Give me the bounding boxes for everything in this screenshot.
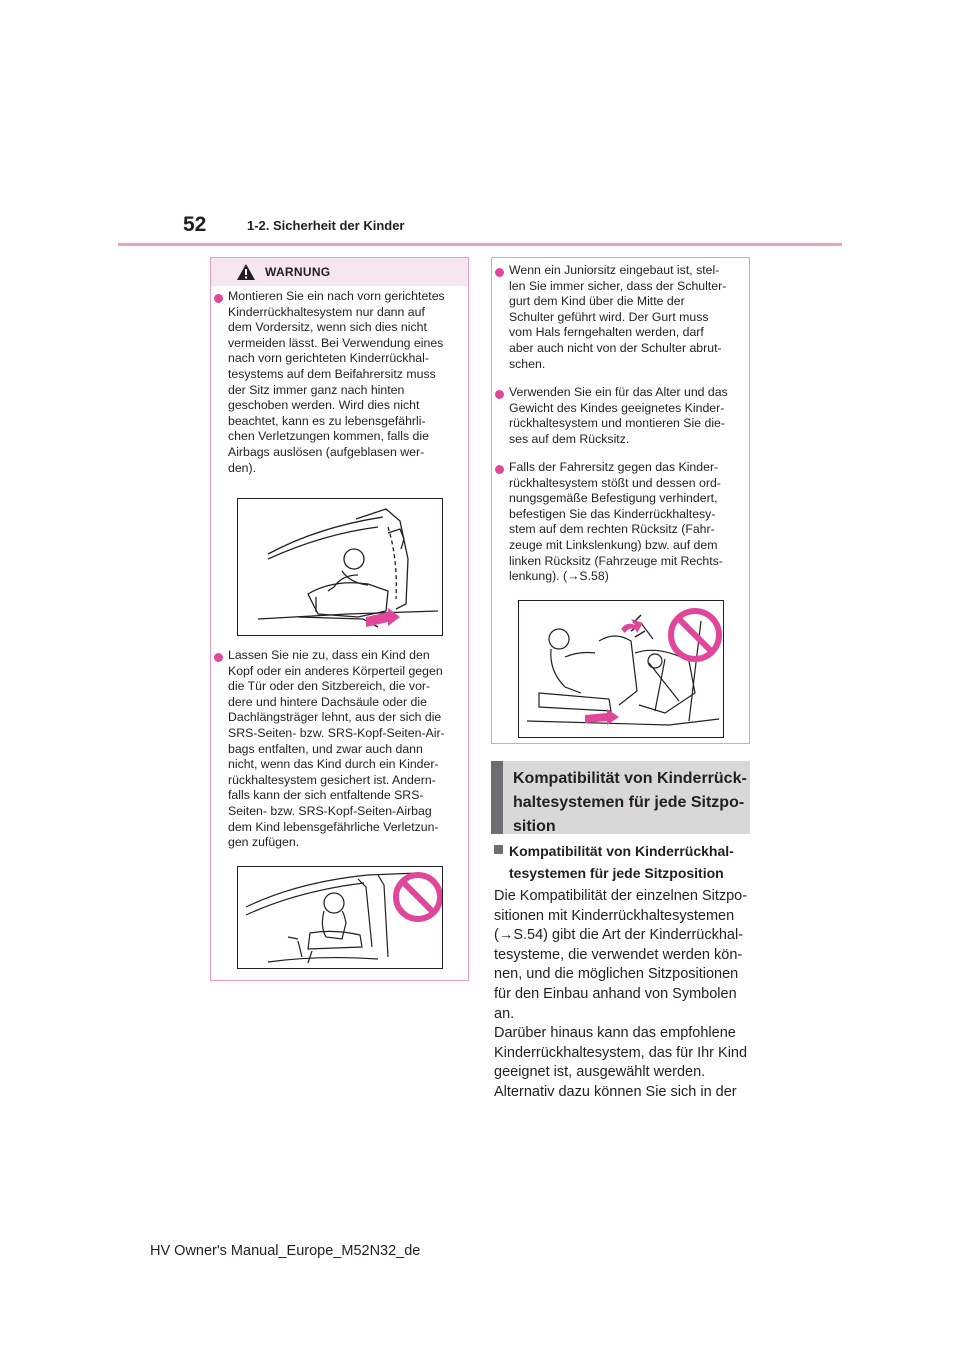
warning-item-driver-seat: Falls der Fahrersitz gegen das Kinder- rückhaltesystem stößt und dessen ord- nungsgemäße Befestigung verhindert, befestigen Sie das Kinderrückhaltesy- stem auf dem rechten Rücksitz (Fahr- zeuge mit Linkslenkung) bzw. auf dem linken Rücksitz (Fahrzeuge mit Rechts- lenkung). (→S.58) <box>509 460 723 584</box>
section-heading: Kompatibilität von Kinderrück- haltesystemen für jede Sitzpo- sition <box>513 770 747 835</box>
driver-seat-collision-illustration <box>519 601 724 738</box>
warning-header <box>211 258 468 286</box>
subsection-heading: Kompatibilität von Kinderrückhal- tesystemen für jede Sitzposition <box>509 843 734 881</box>
warning-item-lean-head: Lassen Sie nie zu, dass ein Kind den Kopf oder ein anderes Körperteil gegen die Tür oder den Sitzbereich, die vor- dere und hintere Dachsäule oder die Dachlängsträger lehnt, aus der sich die SRS-Seiten- bzw. SRS-Kopf-Seiten-Air- bags entfalten, und zwar auch dann nicht, wenn das Kind durch ein Kinder- rückhaltesystem gesichert ist. Andern- falls kann der sich entfaltende SRS- Seiten- bzw. SRS-Kopf-Seiten-Airbag dem Kind lebensgefährliche Verletzun- gen zufügen. <box>228 648 445 850</box>
footer-text: HV Owner's Manual_Europe_M52N32_de <box>150 1243 421 1259</box>
page-number: 52 <box>183 213 207 236</box>
child-seat-front-illustration <box>238 499 443 636</box>
illustration-driver-seat-collision <box>518 600 724 738</box>
section-title: 1-2. Sicherheit der Kinder <box>247 218 405 233</box>
bullet-icon <box>214 653 223 662</box>
header-rule <box>118 243 842 246</box>
warning-box-continued <box>491 257 750 744</box>
warning-label: WARNUNG <box>265 265 331 279</box>
section-heading-box <box>491 761 750 834</box>
illustration-child-leaning-door <box>237 866 443 969</box>
bullet-icon <box>495 390 504 399</box>
warning-triangle-icon <box>236 263 256 281</box>
warning-box <box>210 257 469 981</box>
subsection-marker-icon <box>494 845 503 854</box>
warning-item-front-seat: Montieren Sie ein nach vorn gerichtetes Kinderrückhaltesystem nur dann auf dem Vordersitz, wenn sich dies nicht vermeiden lässt. Bei Verwendung eines nach vorn gerichteten Kinderrückhal- tesystems auf dem Beifahrersitz muss der Sitz immer ganz nach hinten geschoben werden. Wird dies nicht beachtet, kann es zu lebensgefährli- chen Verletzungen kommen, falls die Airbags auslösen (aufgeblasen wer- den). <box>228 289 445 475</box>
bullet-icon <box>214 294 223 303</box>
section-heading-bar <box>491 761 503 834</box>
body-paragraph: Die Kompatibilität der einzelnen Sitzpo- sitionen mit Kinderrückhaltesystemen (→S.54) gibt die Art der Kinderrückhal- tesysteme, die verwendet werden kön- nen, und die möglichen Sitzpositionen für den Einbau anhand von Symbolen an. Darüber hinaus kann das empfohlene Kinderrückhaltesystem, das für Ihr Kind geeignet ist, ausgewählt werden. Alternativ dazu können Sie sich in der <box>494 888 748 1100</box>
warning-item-booster-seat: Wenn ein Juniorsitz eingebaut ist, stel- len Sie immer sicher, dass der Schulter- gurt dem Kind über die Mitte der Schulter geführt wird. Der Gurt muss vom Hals ferngehalten werden, darf aber auch nicht von der Schulter abrut- schen. <box>509 263 727 371</box>
bullet-icon <box>495 268 504 277</box>
illustration-front-seat-child-seat <box>237 498 443 636</box>
bullet-icon <box>495 465 504 474</box>
child-leaning-door-illustration <box>238 867 443 969</box>
warning-item-age-weight: Verwenden Sie ein für das Alter und das Gewicht des Kindes geeignetes Kinder- rückhaltesystem und montieren Sie die- ses auf dem Rücksitz. <box>509 385 728 446</box>
